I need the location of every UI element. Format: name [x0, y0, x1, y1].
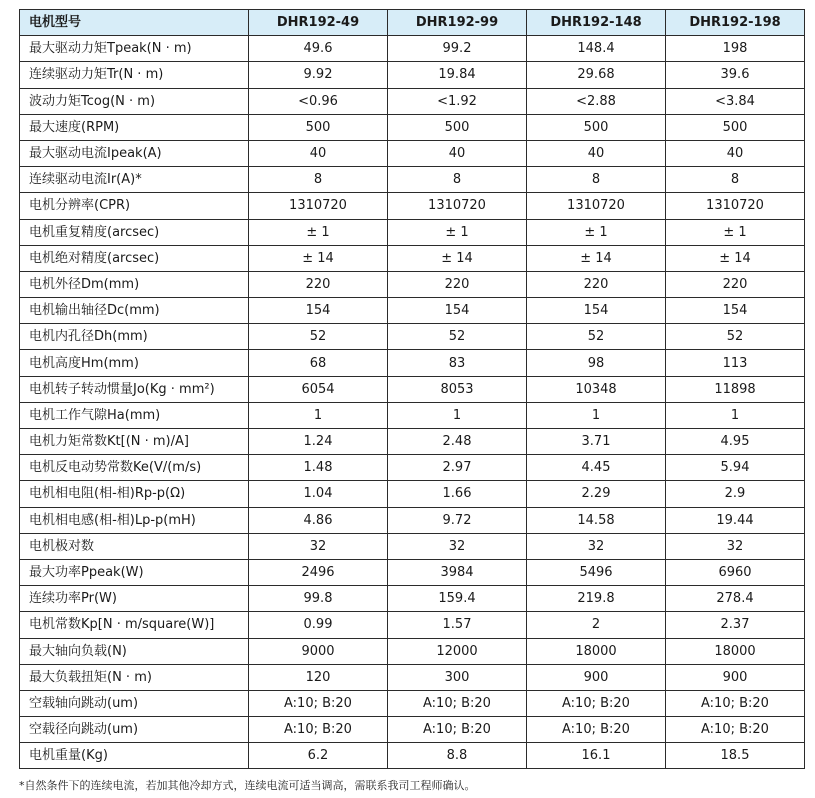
value-cell: 278.4	[666, 586, 805, 612]
value-cell: 8053	[388, 376, 527, 402]
value-cell: 5496	[527, 559, 666, 585]
value-cell: 16.1	[527, 743, 666, 769]
value-cell: A:10; B:20	[249, 690, 388, 716]
value-cell: 32	[666, 533, 805, 559]
table-row	[20, 114, 805, 140]
param-name-cell: 空载轴向跳动(um)	[20, 690, 249, 716]
value-cell: 120	[249, 664, 388, 690]
param-name-cell: 电机相电阻(相-相)Rp-p(Ω)	[20, 481, 249, 507]
param-name-cell: 电机分辨率(CPR)	[20, 193, 249, 219]
param-name-cell: 电机反电动势常数Ke(V/(m/s)	[20, 455, 249, 481]
value-cell: 154	[666, 298, 805, 324]
value-cell: 10348	[527, 376, 666, 402]
value-cell: 1	[666, 402, 805, 428]
table-row	[20, 402, 805, 428]
table-row	[20, 219, 805, 245]
table-row	[20, 140, 805, 166]
value-cell: 2.97	[388, 455, 527, 481]
value-cell: 1	[249, 402, 388, 428]
value-cell: ± 1	[388, 219, 527, 245]
param-name-cell: 最大驱动电流Ipeak(A)	[20, 140, 249, 166]
value-cell: A:10; B:20	[249, 717, 388, 743]
header-model-cell: DHR192-148	[527, 10, 666, 36]
value-cell: 40	[666, 140, 805, 166]
value-cell: 219.8	[527, 586, 666, 612]
value-cell: 1310720	[527, 193, 666, 219]
value-cell: 1.24	[249, 429, 388, 455]
value-cell: 500	[527, 114, 666, 140]
value-cell: 0.99	[249, 612, 388, 638]
value-cell: 9.72	[388, 507, 527, 533]
table-row	[20, 193, 805, 219]
spec-body	[20, 36, 805, 769]
value-cell: <3.84	[666, 88, 805, 114]
value-cell: 220	[527, 271, 666, 297]
value-cell: 14.58	[527, 507, 666, 533]
table-row	[20, 717, 805, 743]
value-cell: 500	[388, 114, 527, 140]
value-cell: 500	[249, 114, 388, 140]
table-row	[20, 324, 805, 350]
table-row	[20, 88, 805, 114]
table-row	[20, 690, 805, 716]
value-cell: 2.48	[388, 429, 527, 455]
value-cell: <0.96	[249, 88, 388, 114]
value-cell: 6960	[666, 559, 805, 585]
value-cell: 1310720	[388, 193, 527, 219]
value-cell: 49.6	[249, 36, 388, 62]
value-cell: 40	[249, 140, 388, 166]
value-cell: <1.92	[388, 88, 527, 114]
value-cell: 1	[527, 402, 666, 428]
value-cell: ± 1	[666, 219, 805, 245]
table-row	[20, 271, 805, 297]
value-cell: <2.88	[527, 88, 666, 114]
value-cell: ± 1	[527, 219, 666, 245]
value-cell: 12000	[388, 638, 527, 664]
value-cell: ± 14	[527, 245, 666, 271]
value-cell: 3.71	[527, 429, 666, 455]
param-name-cell: 电机内孔径Dh(mm)	[20, 324, 249, 350]
param-name-cell: 电机高度Hm(mm)	[20, 350, 249, 376]
header-model-cell: DHR192-99	[388, 10, 527, 36]
value-cell: 6054	[249, 376, 388, 402]
param-name-cell: 电机绝对精度(arcsec)	[20, 245, 249, 271]
value-cell: 1.48	[249, 455, 388, 481]
value-cell: 1.66	[388, 481, 527, 507]
value-cell: 4.95	[666, 429, 805, 455]
value-cell: 4.86	[249, 507, 388, 533]
value-cell: 159.4	[388, 586, 527, 612]
value-cell: 11898	[666, 376, 805, 402]
value-cell: A:10; B:20	[666, 717, 805, 743]
table-row	[20, 167, 805, 193]
param-name-cell: 最大速度(RPM)	[20, 114, 249, 140]
value-cell: 300	[388, 664, 527, 690]
value-cell: A:10; B:20	[388, 690, 527, 716]
value-cell: 9.92	[249, 62, 388, 88]
value-cell: 8	[666, 167, 805, 193]
value-cell: 1.04	[249, 481, 388, 507]
value-cell: 2.9	[666, 481, 805, 507]
header-row	[20, 10, 805, 36]
param-name-cell: 电机工作气隙Ha(mm)	[20, 402, 249, 428]
value-cell: A:10; B:20	[527, 717, 666, 743]
value-cell: 40	[388, 140, 527, 166]
value-cell: 220	[388, 271, 527, 297]
value-cell: 1310720	[249, 193, 388, 219]
value-cell: 32	[249, 533, 388, 559]
spec-table	[19, 9, 805, 769]
value-cell: 198	[666, 36, 805, 62]
value-cell: ± 14	[249, 245, 388, 271]
value-cell: 18000	[527, 638, 666, 664]
param-name-cell: 电机重复精度(arcsec)	[20, 219, 249, 245]
value-cell: 113	[666, 350, 805, 376]
value-cell: 29.68	[527, 62, 666, 88]
table-row	[20, 586, 805, 612]
param-name-cell: 电机力矩常数Kt[(N · m)/A]	[20, 429, 249, 455]
value-cell: 98	[527, 350, 666, 376]
value-cell: 18.5	[666, 743, 805, 769]
value-cell: 500	[666, 114, 805, 140]
value-cell: 2.37	[666, 612, 805, 638]
table-row	[20, 455, 805, 481]
param-name-cell: 电机转子转动惯量Jo(Kg · mm²)	[20, 376, 249, 402]
value-cell: ± 14	[388, 245, 527, 271]
value-cell: 900	[666, 664, 805, 690]
param-name-cell: 电机外径Dm(mm)	[20, 271, 249, 297]
value-cell: 1	[388, 402, 527, 428]
value-cell: 154	[527, 298, 666, 324]
table-row	[20, 36, 805, 62]
table-row	[20, 376, 805, 402]
value-cell: A:10; B:20	[527, 690, 666, 716]
value-cell: 99.8	[249, 586, 388, 612]
table-row	[20, 481, 805, 507]
value-cell: 148.4	[527, 36, 666, 62]
param-name-cell: 最大驱动力矩Tpeak(N · m)	[20, 36, 249, 62]
value-cell: A:10; B:20	[666, 690, 805, 716]
value-cell: 6.2	[249, 743, 388, 769]
param-name-cell: 空载径向跳动(um)	[20, 717, 249, 743]
value-cell: 220	[666, 271, 805, 297]
table-row	[20, 638, 805, 664]
header-model-cell: DHR192-49	[249, 10, 388, 36]
table-row	[20, 245, 805, 271]
value-cell: 52	[249, 324, 388, 350]
value-cell: 8	[527, 167, 666, 193]
param-name-cell: 电机输出轴径Dc(mm)	[20, 298, 249, 324]
param-name-cell: 连续驱动电流Ir(A)*	[20, 167, 249, 193]
value-cell: 154	[249, 298, 388, 324]
param-name-cell: 电机常数Kp[N · m/square(W)]	[20, 612, 249, 638]
param-name-cell: 最大负载扭矩(N · m)	[20, 664, 249, 690]
value-cell: 220	[249, 271, 388, 297]
value-cell: 8	[249, 167, 388, 193]
value-cell: 39.6	[666, 62, 805, 88]
value-cell: 19.84	[388, 62, 527, 88]
footnote: *自然条件下的连续电流，若加其他冷却方式，连续电流可适当调高，需联系我司工程师确认。	[19, 779, 476, 792]
value-cell: 40	[527, 140, 666, 166]
value-cell: 1.57	[388, 612, 527, 638]
value-cell: 8.8	[388, 743, 527, 769]
table-row	[20, 62, 805, 88]
value-cell: ± 1	[249, 219, 388, 245]
value-cell: 3984	[388, 559, 527, 585]
param-name-cell: 连续功率Pr(W)	[20, 586, 249, 612]
table-row	[20, 612, 805, 638]
value-cell: 32	[527, 533, 666, 559]
table-row	[20, 350, 805, 376]
value-cell: 68	[249, 350, 388, 376]
value-cell: 99.2	[388, 36, 527, 62]
value-cell: 18000	[666, 638, 805, 664]
value-cell: ± 14	[666, 245, 805, 271]
value-cell: 2496	[249, 559, 388, 585]
param-name-cell: 电机相电感(相-相)Lp-p(mH)	[20, 507, 249, 533]
table-row	[20, 743, 805, 769]
table-row	[20, 664, 805, 690]
value-cell: 9000	[249, 638, 388, 664]
table-row	[20, 507, 805, 533]
value-cell: 4.45	[527, 455, 666, 481]
value-cell: 2	[527, 612, 666, 638]
param-name-cell: 波动力矩Tcog(N · m)	[20, 88, 249, 114]
table-row	[20, 533, 805, 559]
header-name-cell: 电机型号	[20, 10, 249, 36]
value-cell: 154	[388, 298, 527, 324]
value-cell: 1310720	[666, 193, 805, 219]
value-cell: 52	[527, 324, 666, 350]
param-name-cell: 电机极对数	[20, 533, 249, 559]
table-row	[20, 298, 805, 324]
value-cell: 2.29	[527, 481, 666, 507]
param-name-cell: 电机重量(Kg)	[20, 743, 249, 769]
value-cell: 8	[388, 167, 527, 193]
header-model-cell: DHR192-198	[666, 10, 805, 36]
param-name-cell: 最大功率Ppeak(W)	[20, 559, 249, 585]
value-cell: 5.94	[666, 455, 805, 481]
table-row	[20, 429, 805, 455]
value-cell: A:10; B:20	[388, 717, 527, 743]
table-row	[20, 559, 805, 585]
param-name-cell: 最大轴向负载(N)	[20, 638, 249, 664]
value-cell: 52	[388, 324, 527, 350]
value-cell: 52	[666, 324, 805, 350]
param-name-cell: 连续驱动力矩Tr(N · m)	[20, 62, 249, 88]
value-cell: 900	[527, 664, 666, 690]
value-cell: 19.44	[666, 507, 805, 533]
value-cell: 83	[388, 350, 527, 376]
value-cell: 32	[388, 533, 527, 559]
